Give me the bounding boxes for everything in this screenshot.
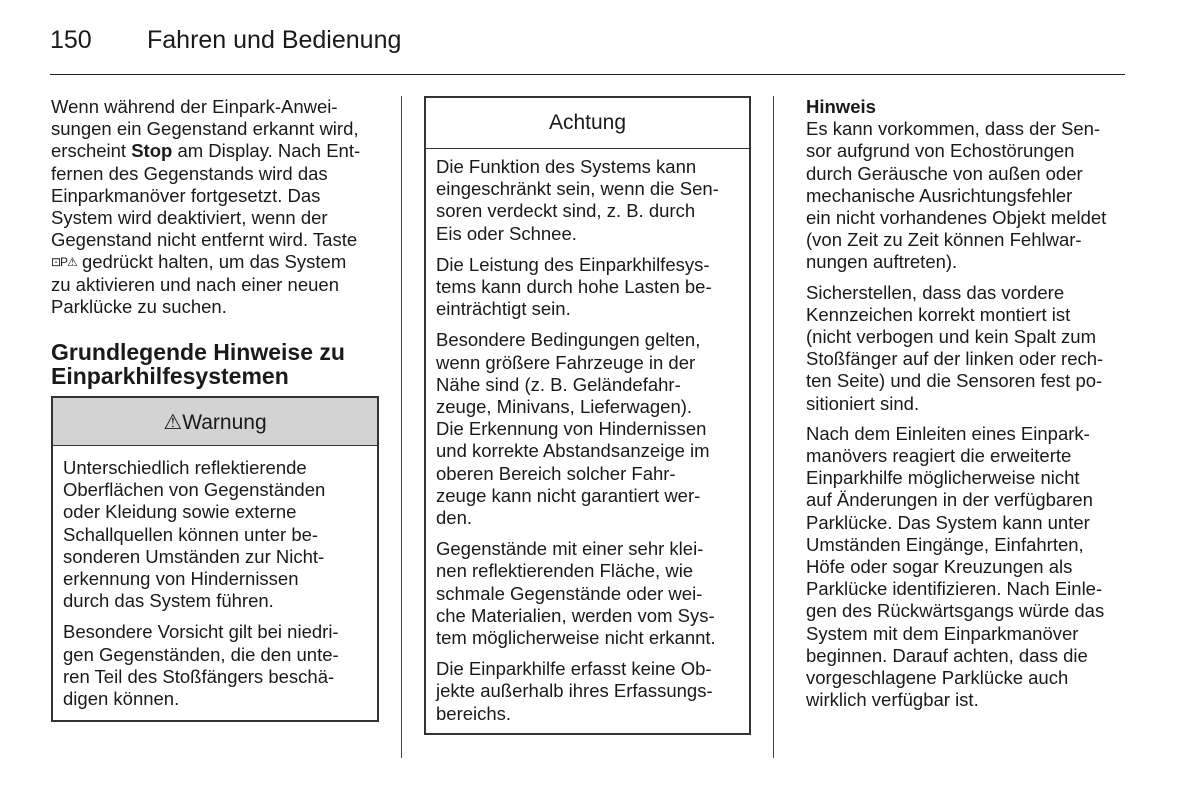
text-line: System mit dem Einparkmanöver <box>806 622 1079 644</box>
caution-paragraph <box>436 658 739 725</box>
text-line: fernen des Gegenstands wird das <box>51 162 328 184</box>
text-line: tems kann durch hohe Lasten be- <box>436 276 712 298</box>
heading-line: Einparkhilfesystemen <box>51 363 289 390</box>
text-line: tem möglicherweise nicht erkannt. <box>436 627 716 649</box>
park-assist-button-icon: ⊡P⚠ <box>51 255 77 270</box>
text-line: Nach dem Einleiten eines Einpark- <box>806 422 1090 444</box>
text-line: soren verdeckt sind, z. B. durch <box>436 200 696 222</box>
text-line: gen Gegenständen, die den unte- <box>63 643 339 665</box>
text-line: erkennung von Hindernissen <box>63 568 299 590</box>
heading-line: Grundlegende Hinweise zu <box>51 339 345 366</box>
text-line: Nähe sind (z. B. Geländefahr- <box>436 373 681 395</box>
text-line: bereichs. <box>436 702 512 724</box>
warning-header <box>53 398 377 446</box>
text-line: System wird deaktiviert, wenn der <box>51 207 328 229</box>
text-line: ren Teil des Stoßfängers beschä- <box>63 665 335 687</box>
text-line: ein nicht vorhandenes Objekt meldet <box>806 207 1107 229</box>
text-line: Eis oder Schnee. <box>436 222 577 244</box>
text-line: Stoßfänger auf der linken oder rech- <box>806 348 1104 370</box>
caution-paragraph <box>436 329 739 529</box>
caution-paragraph <box>436 156 739 245</box>
warning-box <box>51 396 379 722</box>
text-line: Umständen Eingänge, Einfahrten, <box>806 533 1084 555</box>
text-line: Wenn während der Einpark-Anwei- <box>51 96 338 117</box>
text-line: Parklücke zu suchen. <box>51 295 227 317</box>
warning-title: Warnung <box>182 411 267 435</box>
text-line: Parklücke. Das System kann unter <box>806 511 1090 533</box>
text-line: durch das System führen. <box>63 590 274 612</box>
text-line: che Materialien, werden vom Sys- <box>436 604 715 626</box>
text-line: Unterschiedlich reflektierende <box>63 457 307 479</box>
text-line: eingeschränkt sein, wenn die Sen- <box>436 178 719 200</box>
text-line: gedrückt halten, um das System <box>76 251 347 273</box>
text-line: Gegenstände mit einer sehr klei- <box>436 538 704 560</box>
chapter-title: Fahren und Bedienung <box>147 26 402 54</box>
text-line: Kennzeichen korrekt montiert ist <box>806 303 1071 325</box>
text-line: sungen ein Gegenstand erkannt wird, <box>51 118 359 140</box>
text-line: Die Funktion des Systems kann <box>436 156 697 177</box>
text-line: vorgeschlagene Parklücke auch <box>806 667 1069 689</box>
text-line: durch Geräusche von außen oder <box>806 162 1083 184</box>
note-paragraph <box>806 423 1128 712</box>
note-paragraph <box>806 282 1128 415</box>
text-line: Gegenstand nicht entfernt wird. Taste <box>51 229 358 251</box>
text-line: (nicht verbogen und kein Spalt zum <box>806 326 1097 348</box>
text-line: Besondere Bedingungen gelten, <box>436 329 701 351</box>
warning-body <box>53 446 377 720</box>
text-line: oder Kleidung sowie externe <box>63 501 297 523</box>
text-line: jekte außerhalb ihres Erfassungs- <box>436 680 713 702</box>
caution-paragraph <box>436 538 739 649</box>
caution-body <box>426 149 749 733</box>
text-line: sitioniert sind. <box>806 392 920 414</box>
text-line: wirklich verfügbar ist. <box>806 689 979 711</box>
text-line: auf Änderungen in der verfügbaren <box>806 489 1093 511</box>
caution-header: Achtung <box>426 98 749 149</box>
warning-triangle-icon: ⚠ <box>163 411 183 435</box>
warning-paragraph <box>63 621 367 710</box>
text-line: Die Leistung des Einparkhilfesys- <box>436 253 710 275</box>
text-line: zeuge, Minivans, Lieferwagen). <box>436 396 693 418</box>
text-line: Die Einparkhilfe erfasst keine Ob- <box>436 658 712 680</box>
stop-display-text: Stop <box>131 140 173 162</box>
column-left <box>51 96 379 722</box>
column-middle <box>424 96 751 735</box>
text-line: Schallquellen können unter be- <box>63 523 319 545</box>
column-right <box>806 96 1128 711</box>
text-line: mechanische Ausrichtungsfehler <box>806 184 1073 206</box>
text-line: manövers reagiert die erweiterte <box>806 445 1072 467</box>
text-line: beginnen. Darauf achten, dass die <box>806 644 1088 666</box>
text-line: Parklücke identifizieren. Nach Einle- <box>806 578 1103 600</box>
text-line: zu aktivieren und nach einer neuen <box>51 273 339 295</box>
caution-paragraph <box>436 254 739 321</box>
text-line: erscheint <box>51 140 132 162</box>
text-line: (von Zeit zu Zeit können Fehlwar- <box>806 229 1082 251</box>
note-paragraph <box>806 96 1128 274</box>
text-line: digen können. <box>63 688 180 710</box>
column-divider <box>401 96 402 758</box>
text-line: schmale Gegenstände oder wei- <box>436 582 703 604</box>
text-line: Sicherstellen, dass das vordere <box>806 281 1065 303</box>
text-line: gen des Rückwärtsgangs würde das <box>806 600 1105 622</box>
page-header <box>50 22 1125 75</box>
caution-box <box>424 96 751 735</box>
text-line: nen reflektierenden Fläche, wie <box>436 560 694 582</box>
text-line: ten Seite) und die Sensoren fest po- <box>806 370 1103 392</box>
text-line: wenn größere Fahrzeuge in der <box>436 351 696 373</box>
text-line: Oberflächen von Gegenständen <box>63 479 326 501</box>
text-line: Einparkhilfe möglicherweise nicht <box>806 467 1080 489</box>
text-line: oberen Bereich solcher Fahr- <box>436 462 676 484</box>
warning-paragraph <box>63 457 367 612</box>
text-line: nungen auftreten). <box>806 251 958 273</box>
text-line: Einparkmanöver fortgesetzt. Das <box>51 184 321 206</box>
text-line: Höfe oder sogar Kreuzungen als <box>806 556 1073 578</box>
text-line: den. <box>436 507 473 529</box>
page-number: 150 <box>50 26 92 54</box>
section-heading <box>51 340 379 388</box>
text-line: und korrekte Abstandsanzeige im <box>436 440 710 462</box>
note-title: Hinweis <box>806 96 876 117</box>
text-line: Es kann vorkommen, dass der Sen- <box>806 118 1101 140</box>
text-line: Besondere Vorsicht gilt bei niedri- <box>63 621 339 643</box>
text-line: zeuge kann nicht garantiert wer- <box>436 484 701 506</box>
text-line: Die Erkennung von Hindernissen <box>436 418 707 440</box>
text-line: einträchtigt sein. <box>436 298 571 320</box>
text-line: sor aufgrund von Echostörungen <box>806 140 1075 162</box>
column-divider <box>773 96 774 758</box>
intro-paragraph <box>51 96 379 318</box>
text-line: sonderen Umständen zur Nicht- <box>63 545 325 567</box>
text-line: am Display. Nach Ent- <box>172 140 361 162</box>
